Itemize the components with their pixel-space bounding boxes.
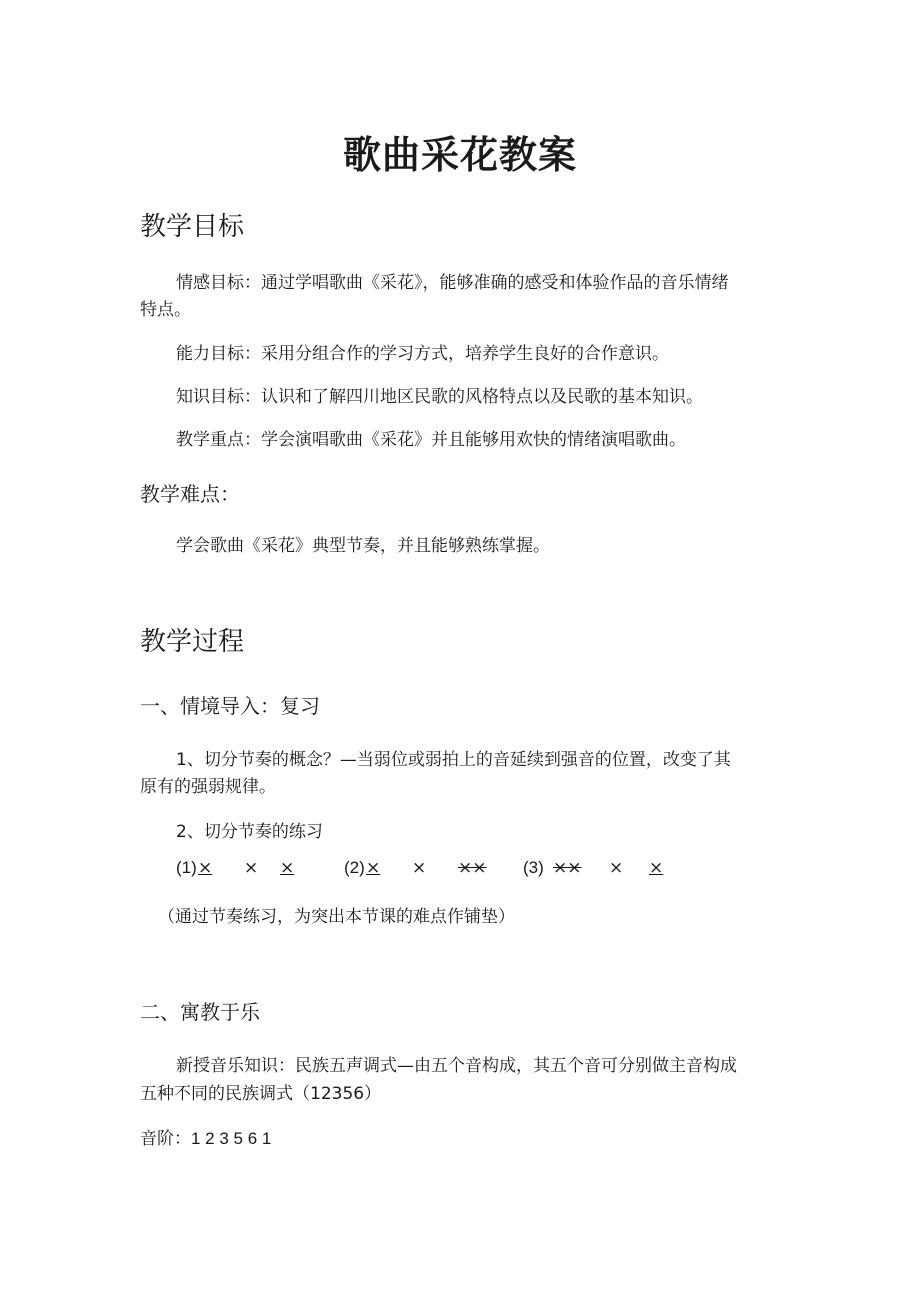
rhythm-group-1-label: (1) [176, 858, 197, 877]
step1-item2: 2、切分节奏的练习 [176, 822, 323, 842]
rhythm-group-2-note-a: × [366, 858, 381, 878]
rhythm-group-2-note-b: × [412, 858, 427, 878]
step1-heading: 一、情境导入：复习 [140, 694, 320, 718]
scale-label: 音阶： [140, 1129, 191, 1149]
difficulty-heading: 教学难点： [140, 482, 240, 506]
rhythm-group-3-note-b: × [609, 858, 624, 878]
rhythm-group-1-note-a: × [198, 858, 213, 878]
step1-item1-line-1: 1、切分节奏的概念？—当弱位或弱拍上的音延续到强音的位置，改变了其 [176, 750, 731, 770]
rhythm-group-2-label: (2) [344, 858, 365, 877]
goal-emotion-line-1: 情感目标：通过学唱歌曲《采花》，能够准确的感受和体验作品的音乐情绪 [176, 273, 729, 293]
rhythm-group-3-note-a: ×× [553, 858, 582, 878]
goal-emotion-line-2: 特点。 [140, 300, 191, 320]
scale-notes: 1 2 3 5 6 1 [191, 1129, 272, 1148]
new-knowledge-line-2: 五种不同的民族调式（12356） [140, 1084, 382, 1104]
rhythm-group-2-note-c: ×× [458, 858, 487, 878]
step1-item1-line-2: 原有的强弱规律。 [140, 777, 276, 797]
rhythm-group-3-label: (3) [523, 858, 544, 877]
key-point: 教学重点：学会演唱歌曲《采花》并且能够用欢快的情绪演唱歌曲。 [176, 430, 686, 450]
difficulty-text: 学会歌曲《采花》典型节奏，并且能够熟练掌握。 [176, 536, 550, 556]
rhythm-group-3 [523, 858, 664, 878]
page-title: 歌曲采花教案 [342, 133, 577, 177]
goal-knowledge: 知识目标：认识和了解四川地区民歌的风格特点以及民歌的基本知识。 [176, 387, 703, 407]
rhythm-group-1-note-b: × [244, 858, 259, 878]
rhythm-group-3-note-c: × [649, 858, 664, 878]
scale-line [140, 1124, 271, 1149]
section-heading-teaching-goals: 教学目标 [140, 212, 245, 242]
step2-heading: 二、寓教于乐 [140, 1000, 260, 1024]
step1-note: （通过节奏练习，为突出本节课的难点作铺垫） [158, 907, 515, 927]
rhythm-group-1 [176, 858, 295, 878]
rhythm-group-1-note-c: × [280, 858, 295, 878]
rhythm-group-2 [344, 858, 487, 878]
new-knowledge-line-1: 新授音乐知识：民族五声调式—由五个音构成，其五个音可分别做主音构成 [176, 1056, 737, 1076]
section-heading-teaching-process: 教学过程 [140, 627, 245, 657]
goal-ability: 能力目标：采用分组合作的学习方式，培养学生良好的合作意识。 [176, 344, 669, 364]
